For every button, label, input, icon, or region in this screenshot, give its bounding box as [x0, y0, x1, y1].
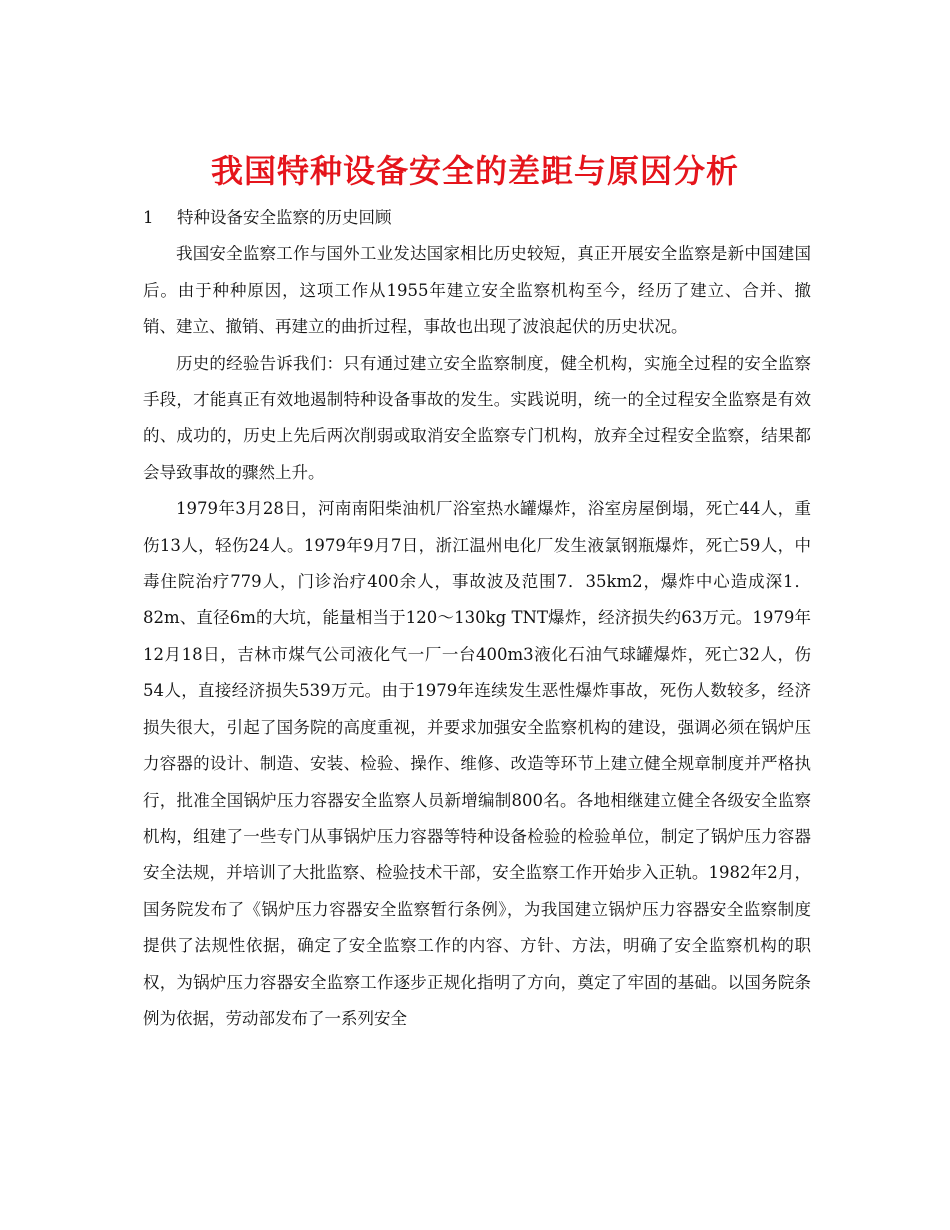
paragraph-2: 历史的经验告诉我们：只有通过建立安全监察制度，健全机构，实施全过程的安全监察手段，才能真正有效地遏制特种设备事故的发生。实践说明，统一的全过程安全监察是有效的、成功的，历史上先后两次削弱或取消安全监察专门机构，放弃全过程安全监察，结果都会导致事故的骤然上升。: [143, 353, 811, 482]
paragraph-3: 1979年3月28日，河南南阳柴油机厂浴室热水罐爆炸，浴室房屋倒塌，死亡44人，重伤13人，轻伤24人。1979年9月7日，浙江温州电化厂发生液氯钢瓶爆炸，死亡59人，中毒住院治疗779人，门诊治疗400余人，事故波及范围7．35km2，爆炸中心造成深1．82m、直径6m的大坑，能量相当于120～130kg TNT爆炸，经济损失约63万元。1979年12月18日，吉林市煤气公司液化气一厂一台400m3液化石油气球罐爆炸，死亡32人，伤54人，直接经济损失539万元。由于1979年连续发生恶性爆炸事故，死伤人数较多，经济损失很大，引起了国务院的高度重视，并要求加强安全监察机构的建设，强调必须在锅炉压力容器的设计、制造、安装、检验、操作、维修、改造等环节上建立健全规章制度并严格执行，批准全国锅炉压力容器安全监察人员新增编制800名。各地相继建立健全各级安全监察机构，组建了一些专门从事锅炉压力容器等特种设备检验的检验单位，制定了锅炉压力容器安全法规，并培训了大批监察、检验技术干部，安全监察工作开始步入正轨。1982年2月，国务院发布了《锅炉压力容器安全监察暂行条例》，为我国建立锅炉压力容器安全监察制度提供了法规性依据，确定了安全监察工作的内容、方针、方法，明确了安全监察机构的职权，为锅炉压力容器安全监察工作逐步正规化指明了方向，奠定了牢固的基础。以国务院条例为依据，劳动部发布了一系列安全: [143, 499, 811, 1028]
document-body: [143, 200, 811, 1037]
section-heading: [143, 200, 811, 236]
paragraph-1: 我国安全监察工作与国外工业发达国家相比历史较短，真正开展安全监察是新中国建国后。由于种种原因，这项工作从1955年建立安全监察机构至今，经历了建立、合并、撤销、建立、撤销、再建立的曲折过程，事故也出现了波浪起伏的历史状况。: [143, 244, 811, 337]
section-number: 1: [143, 208, 154, 227]
section-heading-text: 特种设备安全监察的历史回顾: [177, 208, 392, 227]
document-title: 我国特种设备安全的差距与原因分析: [210, 152, 739, 191]
